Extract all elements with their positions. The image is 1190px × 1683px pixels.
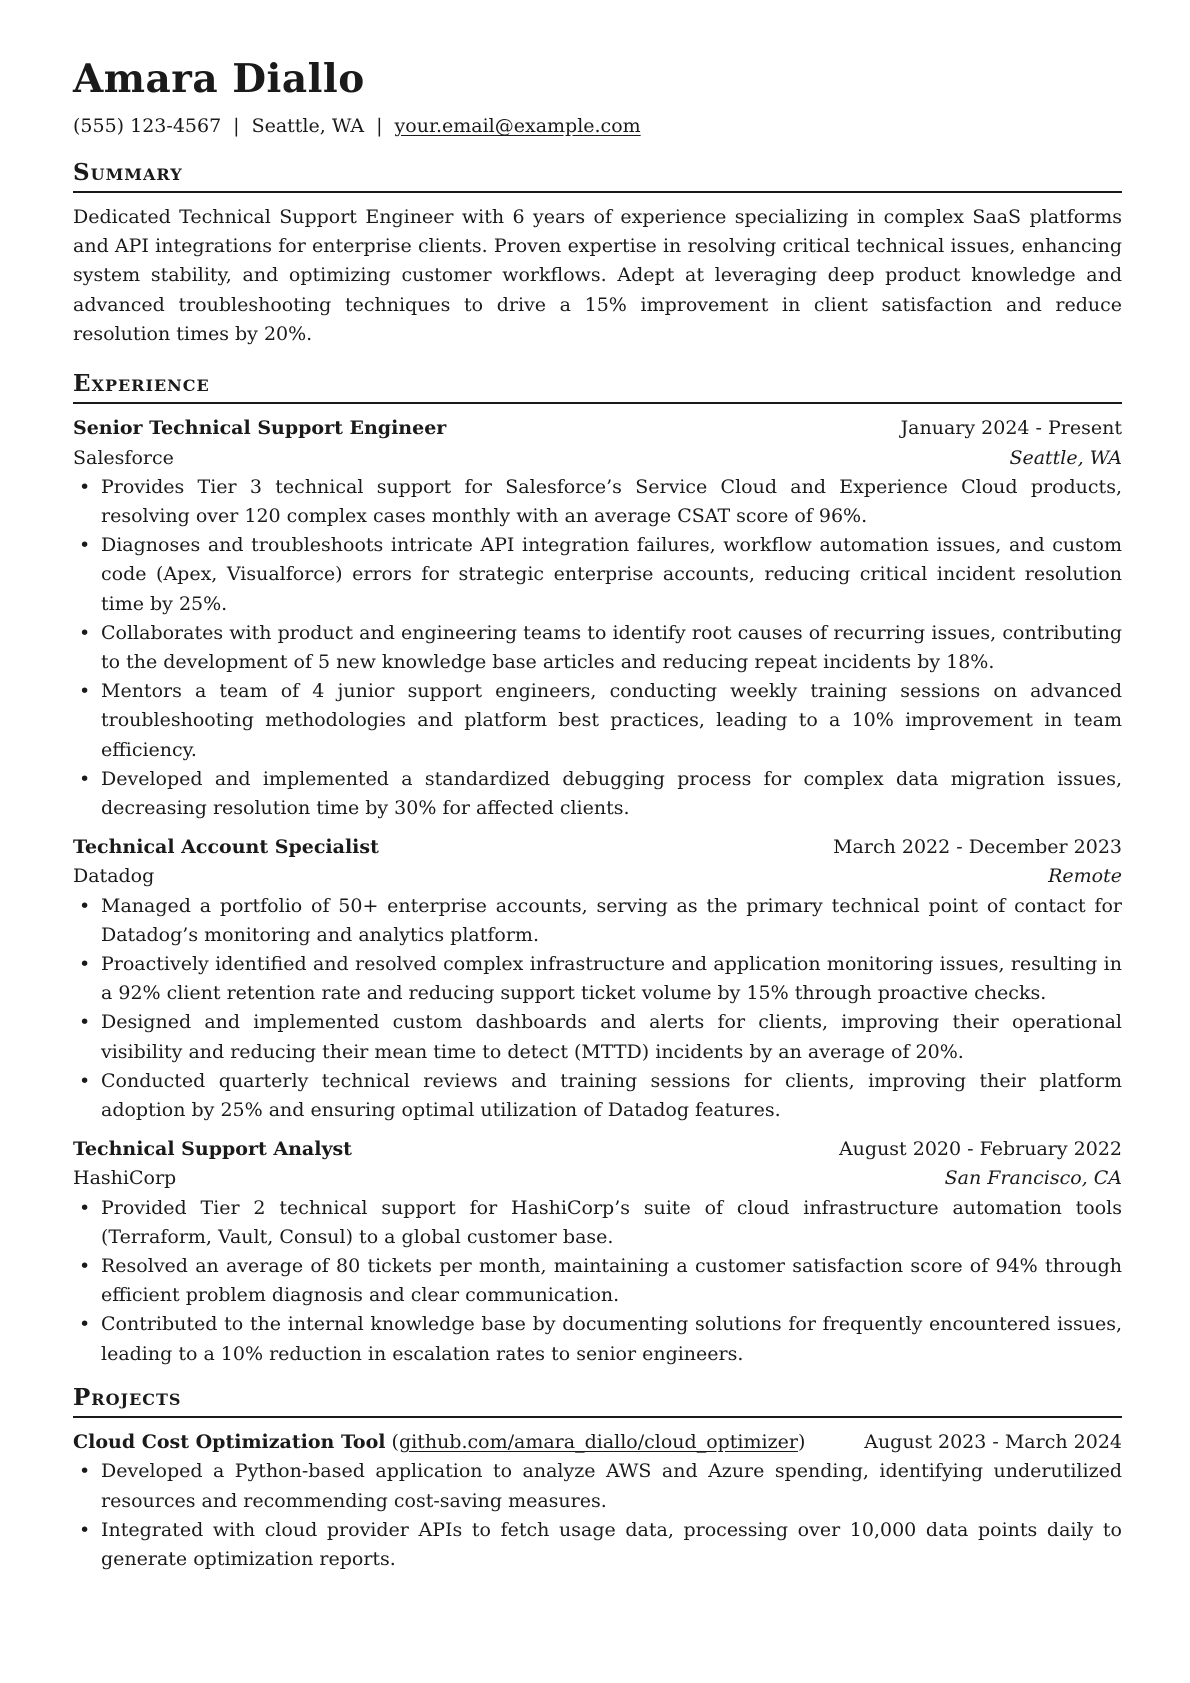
project-title-group (73, 1428, 805, 1457)
section-divider (73, 1416, 1122, 1418)
project-link-close: ) (797, 1431, 806, 1454)
project-entry (73, 1428, 1122, 1574)
job-entry (73, 414, 1122, 823)
job-location: Remote (1048, 865, 1122, 888)
contact-location: Seattle, WA (251, 114, 365, 137)
job-dates: August 2020 - February 2022 (838, 1138, 1122, 1161)
job-dates: March 2022 - December 2023 (833, 836, 1122, 859)
job-dates: January 2024 - Present (900, 417, 1122, 440)
contact-separator: | (233, 114, 240, 137)
project-dates: August 2023 - March 2024 (864, 1431, 1122, 1454)
project-header (73, 1428, 1122, 1457)
job-bullets (73, 892, 1122, 1126)
job-entry (73, 833, 1122, 1125)
bullet-item: • Provided Tier 2 technical support for HashiCorp’s suite of cloud infrastructure automation tools (Terraform, Vault, Consul) to a global customer base. (73, 1194, 1122, 1252)
job-title: Technical Account Specialist (73, 836, 379, 859)
section-title-experience: Experience (73, 370, 210, 397)
job-location: Seattle, WA (1009, 446, 1122, 469)
experience-section (73, 371, 1122, 1369)
job-header (73, 1135, 1122, 1164)
job-title: Senior Technical Support Engineer (73, 417, 447, 440)
job-location: San Francisco, CA (944, 1167, 1122, 1190)
bullet-item: • Provides Tier 3 technical support for Salesforce’s Service Cloud and Experience Cloud products, resolving over 120 complex cases monthly with an average CSAT score of 96%. (73, 473, 1122, 531)
job-header (73, 414, 1122, 443)
summary-section (73, 160, 1122, 349)
bullet-item: • Contributed to the internal knowledge base by documenting solutions for frequently encountered issues, leading to a 10% reduction in escalation rates to senior engineers. (73, 1310, 1122, 1368)
job-subheader (73, 862, 1122, 891)
job-bullets (73, 473, 1122, 823)
bullet-item: • Conducted quarterly technical reviews and training sessions for clients, improving their platform adoption by 25% and ensuring optimal utilization of Datadog features. (73, 1067, 1122, 1125)
job-company: Salesforce (73, 446, 174, 469)
projects-section (73, 1385, 1122, 1574)
bullet-item: • Resolved an average of 80 tickets per month, maintaining a customer satisfaction score of 94% through efficient problem diagnosis and clear communication. (73, 1252, 1122, 1310)
job-bullets (73, 1194, 1122, 1369)
bullet-item: • Mentors a team of 4 junior support engineers, conducting weekly training sessions on advanced troubleshooting methodologies and platform best practices, leading to a 10% improvement in team efficiency. (73, 677, 1122, 765)
phone-number: (555) 123-4567 (73, 114, 222, 137)
contact-separator: | (376, 114, 383, 137)
project-link-open: ( (391, 1431, 399, 1454)
job-company: Datadog (73, 865, 155, 888)
section-divider (73, 402, 1122, 404)
project-repo-link[interactable]: github.com/amara_diallo/cloud_optimizer (398, 1431, 798, 1454)
section-title-summary: Summary (73, 158, 183, 186)
bullet-item: • Managed a portfolio of 50+ enterprise accounts, serving as the primary technical point of contact for Datadog’s monitoring and analytics platform. (73, 892, 1122, 950)
job-subheader (73, 444, 1122, 473)
section-divider (73, 191, 1122, 193)
bullet-item: • Proactively identified and resolved complex infrastructure and application monitoring issues, resulting in a 92% client retention rate and reducing support ticket volume by 15% through proactive checks. (73, 950, 1122, 1008)
project-bullets (73, 1457, 1122, 1574)
project-name: Cloud Cost Optimization Tool (73, 1431, 386, 1454)
bullet-item: • Collaborates with product and engineering teams to identify root causes of recurring issues, contributing to the development of 5 new knowledge base articles and reducing repeat incidents by 18%. (73, 619, 1122, 677)
job-header (73, 833, 1122, 862)
section-title-projects: Projects (73, 1383, 182, 1411)
job-subheader (73, 1164, 1122, 1193)
bullet-item: • Integrated with cloud provider APIs to fetch usage data, processing over 10,000 data points daily to generate optimization reports. (73, 1516, 1122, 1574)
candidate-name: Amara Diallo (73, 56, 365, 102)
email-link[interactable]: your.email@example.com (394, 114, 641, 137)
job-company: HashiCorp (73, 1167, 177, 1190)
contact-line (73, 115, 1122, 138)
bullet-item: • Designed and implemented custom dashboards and alerts for clients, improving their operational visibility and reducing their mean time to detect (MTTD) incidents by an average of 20%. (73, 1008, 1122, 1066)
bullet-item: • Diagnoses and troubleshoots intricate API integration failures, workflow automation issues, and custom code (Apex, Visualforce) errors for strategic enterprise accounts, reducing critical incident resolution time by 25%. (73, 531, 1122, 619)
job-title: Technical Support Analyst (73, 1138, 352, 1161)
summary-text: Dedicated Technical Support Engineer with 6 years of experience specializing in complex SaaS platforms and API integrations for enterprise clients. Proven expertise in resolving critical technical issues, enhancing system stability, and optimizing customer workflows. Adept at leveraging deep product knowledge and advanced troubleshooting techniques to drive a 15% improvement in client satisfaction and reduce resolution times by 20%. (73, 205, 1122, 345)
bullet-item: • Developed a Python-based application to analyze AWS and Azure spending, identifying underutilized resources and recommending cost-saving measures. (73, 1457, 1122, 1515)
job-entry (73, 1135, 1122, 1369)
bullet-item: • Developed and implemented a standardized debugging process for complex data migration issues, decreasing resolution time by 30% for affected clients. (73, 765, 1122, 823)
